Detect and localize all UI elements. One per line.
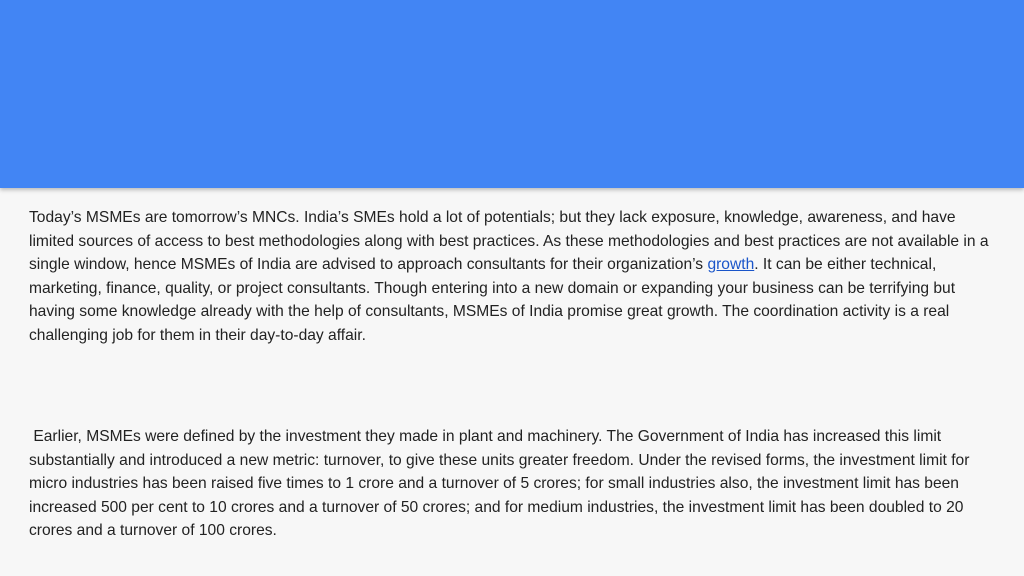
growth-link[interactable]: growth xyxy=(707,256,755,273)
paragraph-1-text-start: Today’s MSMEs are tomorrow’s MNCs. India’s SMEs hold a lot of potentials; but they lack exposure, knowledge, awareness, and have limited sources of access to best methodologies along with best practices. As these methodologies and best practices are not available in a single window, hence MSMEs of India are advised to approach consultants for their organization’s xyxy=(29,209,989,273)
slide-body xyxy=(29,206,1001,543)
paragraph-1-text-end: . It can be either technical, marketing, finance, quality, or project consultants. Though entering into a new domain or expanding your business can be terrifying but having some knowledge already with the help of consultants, MSMEs of India promise great growth. The coordination activity is a real challenging job for them in their day-to-day affair. xyxy=(29,256,956,344)
paragraph-msmes-consultants xyxy=(29,206,1001,347)
paragraph-msme-definition: Earlier, MSMEs were defined by the investment they made in plant and machinery. The Government of India has increased this limit substantially and introduced a new metric: turnover, to give these units greater freedom. Under the revised forms, the investment limit for micro industries has been raised five times to 1 crore and a turnover of 5 crores; for small industries also, the investment limit has been increased 500 per cent to 10 crores and a turnover of 50 crores; and for medium industries, the investment limit has been doubled to 20 crores and a turnover of 100 crores. xyxy=(29,428,974,539)
header-band xyxy=(0,0,1024,188)
